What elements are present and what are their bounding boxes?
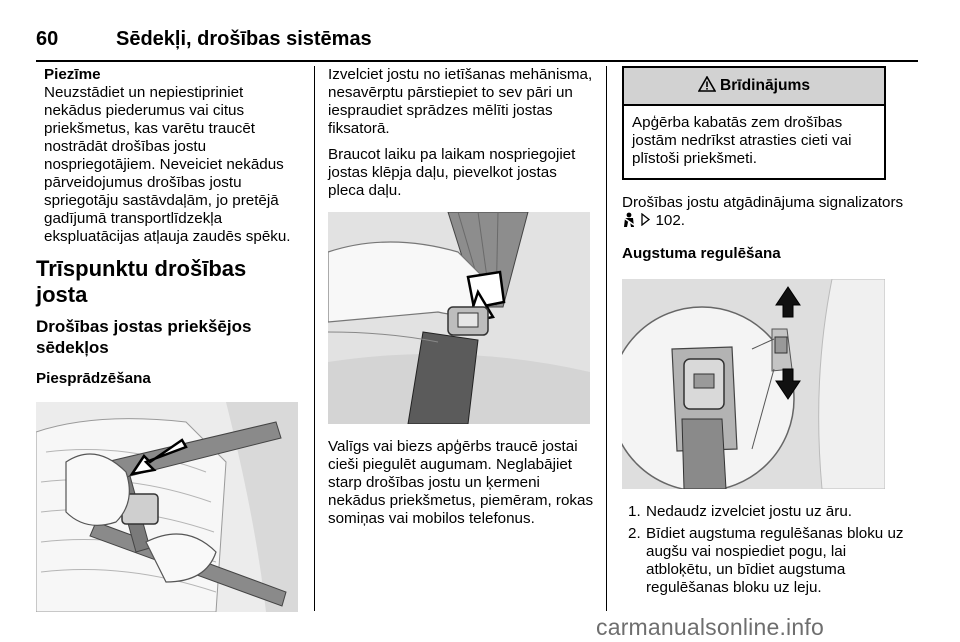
- instruction-text-2: Braucot laiku pa laikam nospriegojiet jostas klēpja daļu, pievelkot jostas pleca daļu.: [328, 146, 576, 199]
- warning-header: [624, 68, 884, 106]
- page-reference-arrow-icon: [640, 213, 651, 231]
- height-adjuster-illustration: [622, 279, 885, 489]
- column-divider-1: [314, 66, 315, 611]
- seatbelt-person-icon: [622, 212, 636, 233]
- reminder-paragraph: [622, 194, 914, 233]
- step-number: 1.: [628, 503, 641, 520]
- note-text: Neuzstādiet un nepiestipriniet nekādus piederumus vai citus priekšmetus, kas varētu traucēt nostrādāt drošības jostu nospriegotājiem. Neveiciet nekādus pārveidojumus drošības jostu spriegotāju sastāvdaļām, jo pretējā gadījumā transportlīdzekļa ekspluatācijas atļauja zaudēs spēku.: [44, 84, 291, 245]
- fastening-heading: Piesprādzēšana: [36, 370, 151, 387]
- adjustment-steps-list: [622, 503, 914, 597]
- page-number: 60: [36, 28, 59, 50]
- note-title: Piezīme: [44, 66, 101, 83]
- warning-title: Brīdinājums: [719, 77, 811, 94]
- column-middle: [328, 66, 596, 528]
- height-adjustment-heading: Augstuma regulēšana: [622, 245, 781, 262]
- step-number: 2.: [628, 525, 641, 542]
- warning-body: [624, 106, 884, 178]
- seatbelt-fastening-illustration: [36, 402, 298, 612]
- step-text: Nedaudz izvelciet jostu uz āru.: [646, 503, 852, 520]
- watermark: carmanualsonline.info: [596, 614, 824, 640]
- page-header: [36, 28, 918, 62]
- subsection-heading: Drošības jostas priekšējos sēdekļos: [36, 317, 252, 357]
- note-box: [36, 66, 300, 246]
- seatbelt-tightening-illustration: [328, 212, 590, 424]
- page-title: Sēdekļi, drošības sistēmas: [116, 28, 372, 50]
- section-heading: Trīspunktu drošības josta: [36, 256, 247, 307]
- reminder-text: Drošības jostu atgādinājuma signalizators: [622, 194, 904, 211]
- column-divider-2: [606, 66, 607, 611]
- step-text: Bīdiet augstuma regulēšanas bloku uz augšu vai nospiediet pogu, lai atbloķētu, un bīdiet augstuma regulēšanas bloku uz leju.: [646, 525, 904, 596]
- list-item: [622, 525, 914, 597]
- instruction-text-1: Izvelciet jostu no ietīšanas mehānisma, nesavērptu pārstiepiet to sev pāri un iespraudiet sprādzes mēlīti jostas fiksatorā.: [328, 66, 593, 137]
- warning-triangle-icon: [698, 76, 716, 97]
- list-item: [622, 503, 914, 521]
- column-left: [36, 66, 300, 612]
- column-right: [622, 66, 914, 597]
- warning-box: [622, 66, 886, 180]
- reminder-page-ref: 102.: [655, 212, 686, 229]
- warning-text: Apģērba kabatās zem drošības jostām nedrīkst atrasties cieti vai plīstoši priekšmeti.: [632, 114, 852, 167]
- clothing-note-text: Valīgs vai biezs apģērbs traucē jostai cieši piegulēt augumam. Neglabājiet starp drošības jostu un ķermeni nekādus priekšmetus, piemēram, rokas somiņas vai mobilos telefonus.: [328, 438, 594, 527]
